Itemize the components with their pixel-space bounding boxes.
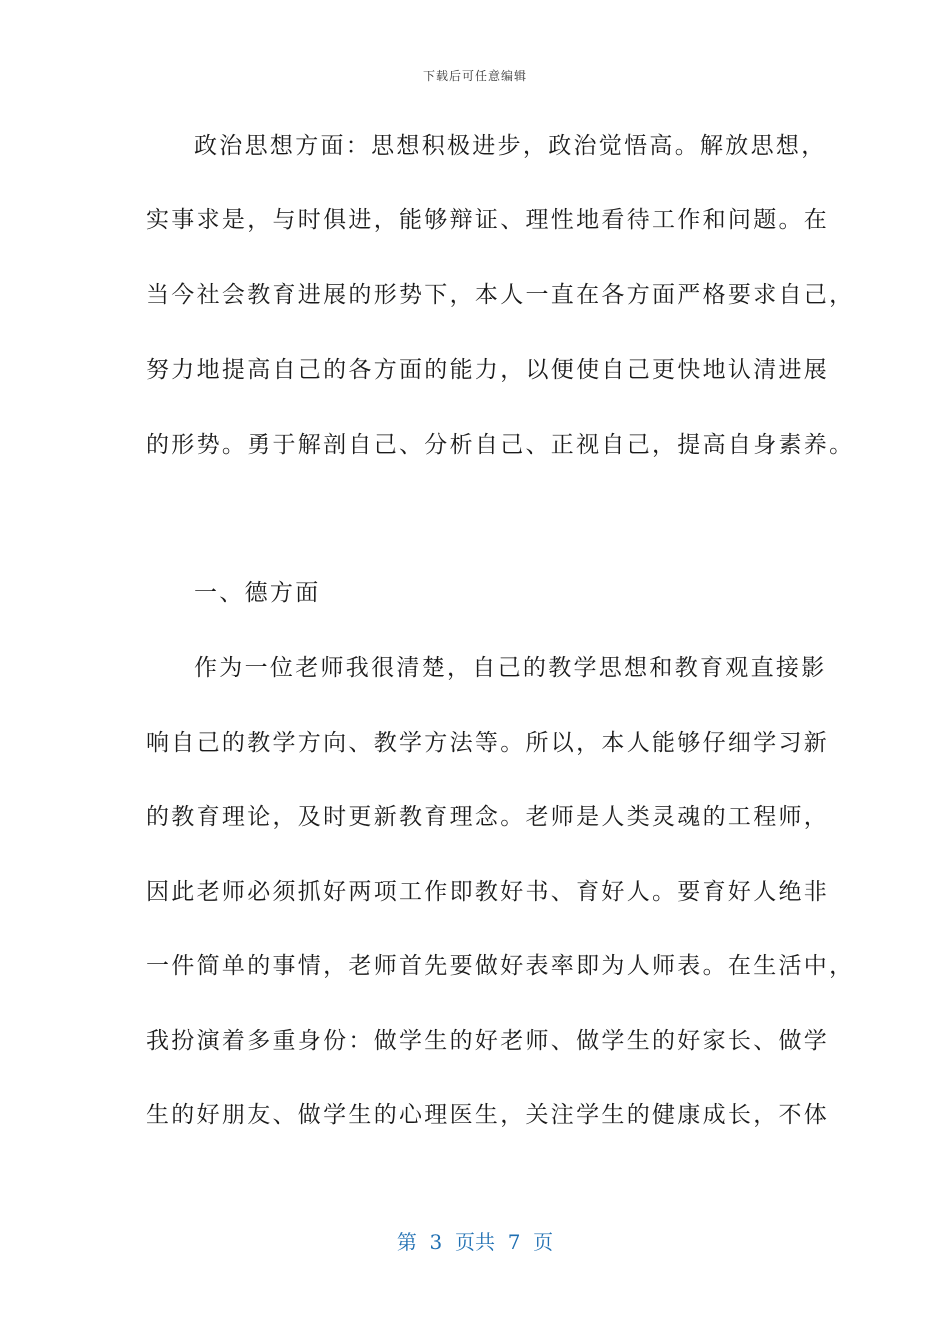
paragraph-line: 响自己的教学方向、教学方法等。所以，本人能够仔细学习新 xyxy=(146,730,830,756)
section-heading: 一、德方面 xyxy=(194,580,321,606)
paragraph-line: 实事求是，与时俱进，能够辩证、理性地看待工作和问题。在 xyxy=(146,207,830,233)
paragraph-line: 一件简单的事情，老师首先要做好表率即为人师表。在生活中， xyxy=(146,953,855,979)
paragraph-line: 当今社会教育进展的形势下，本人一直在各方面严格要求自己， xyxy=(146,282,855,308)
paragraph-line: 作为一位老师我很清楚，自己的教学思想和教育观直接影 xyxy=(194,655,827,681)
paragraph-line: 政治思想方面：思想积极进步，政治觉悟高。解放思想， xyxy=(194,133,827,159)
paragraph-line: 的形势。勇于解剖自己、分析自己、正视自己，提高自身素养。 xyxy=(146,432,855,458)
header-note: 下载后可任意编辑 xyxy=(422,69,527,83)
paragraph-line: 我扮演着多重身份：做学生的好老师、做学生的好家长、做学 xyxy=(146,1028,830,1054)
paragraph-line: 生的好朋友、做学生的心理医生，关注学生的健康成长，不体 xyxy=(146,1102,830,1128)
paragraph-line: 因此老师必须抓好两项工作即教好书、育好人。要育好人绝非 xyxy=(146,879,830,905)
paragraph-line: 的教育理论，及时更新教育理念。老师是人类灵魂的工程师， xyxy=(146,804,830,830)
page-number-footer: 第 3 页共 7 页 xyxy=(396,1230,554,1254)
paragraph-line: 努力地提高自己的各方面的能力，以便使自己更快地认清进展 xyxy=(146,357,830,383)
